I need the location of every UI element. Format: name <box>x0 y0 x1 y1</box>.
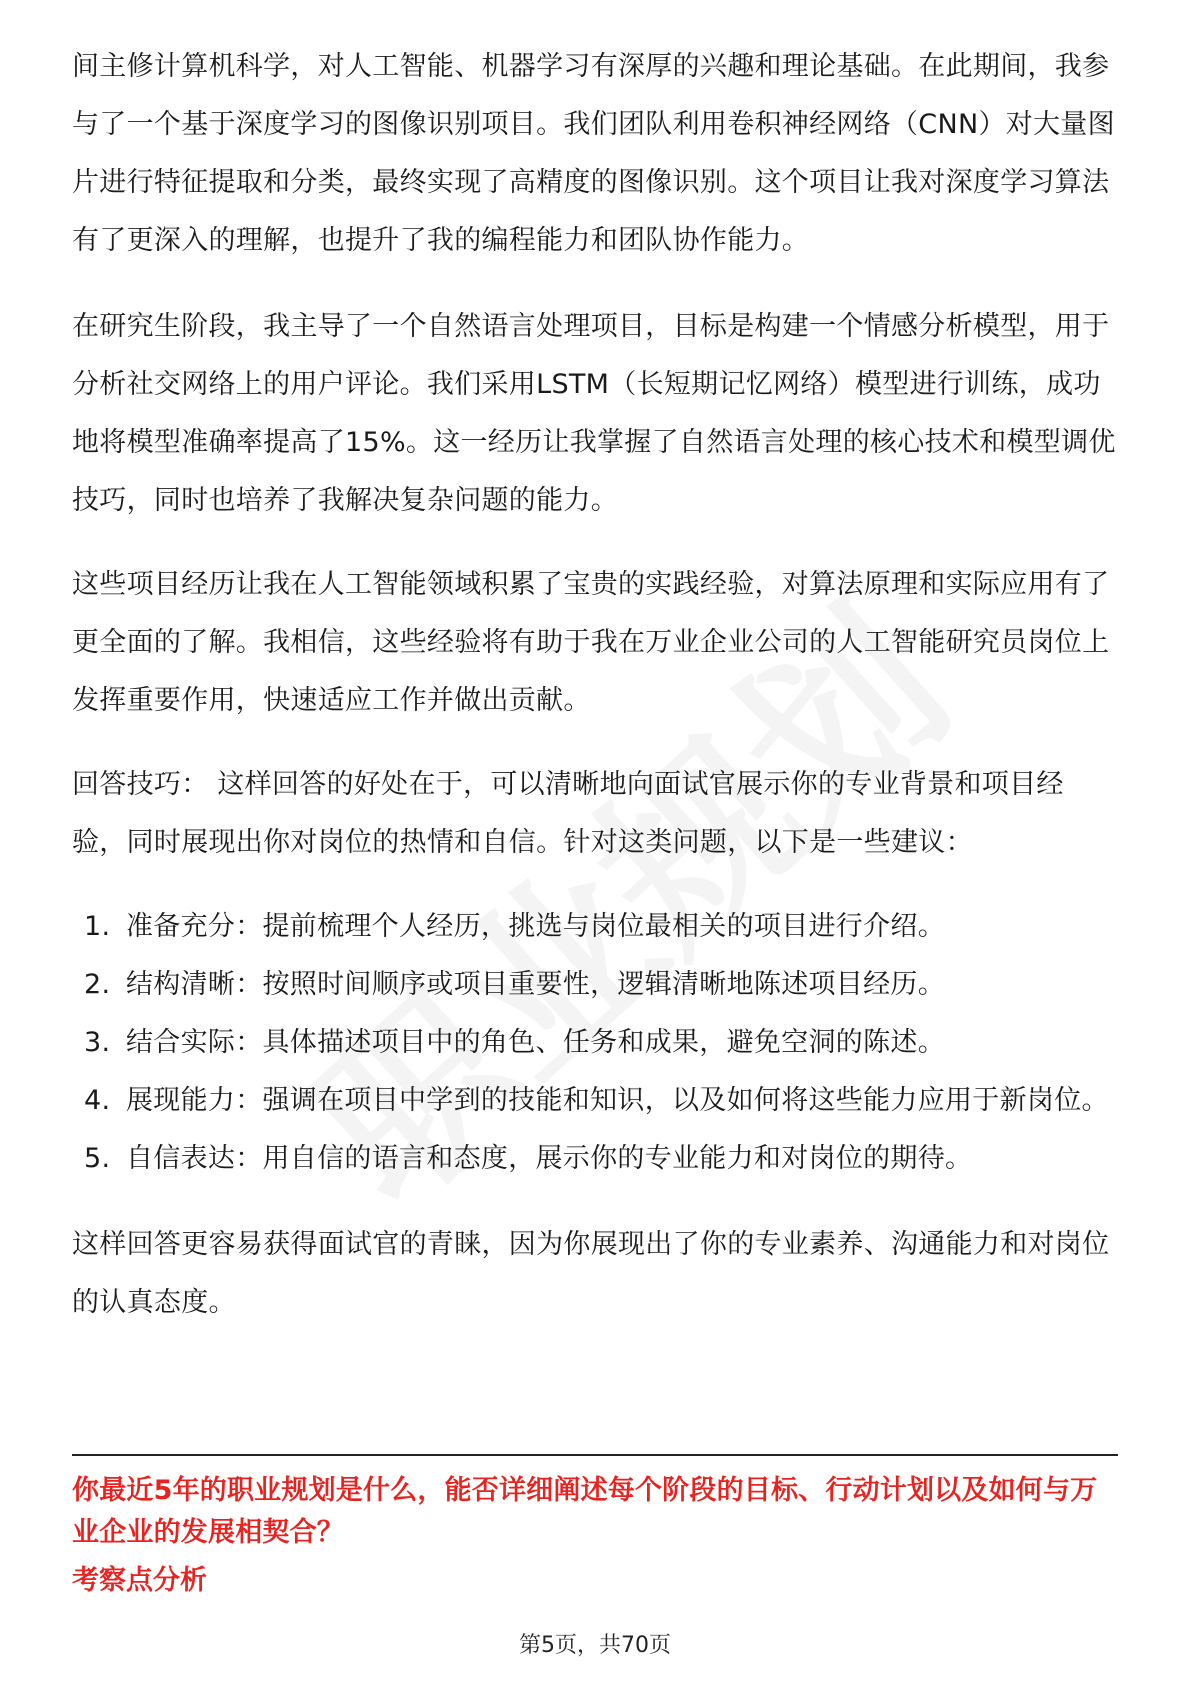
list-item <box>72 1130 1118 1188</box>
list-item-text: 结合实际：具体描述项目中的角色、任务和成果，避免空洞的陈述。 <box>126 1027 945 1058</box>
paragraph-graduate-project: 在研究生阶段，我主导了一个自然语言处理项目，目标是构建一个情感分析模型，用于分析社交网络上的用户评论。我们采用LSTM（长短期记忆网络）模型进行训练，成功地将模型准确率提高了15%。这一经历让我掌握了自然语言处理的核心技术和模型调优技巧，同时也培养了我解决复杂问题的能力。 <box>72 311 1116 516</box>
interview-question: 你最近5年的职业规划是什么，能否详细阐述每个阶段的目标、行动计划以及如何与万业企业的发展相契合？ <box>72 1475 1098 1548</box>
list-number: 1. <box>84 911 111 942</box>
list-item-text: 准备充分：提前梳理个人经历，挑选与岗位最相关的项目进行介绍。 <box>126 911 945 942</box>
list-number: 2. <box>84 969 111 1000</box>
paragraph-project-intro: 间主修计算机科学，对人工智能、机器学习有深厚的兴趣和理论基础。在此期间，我参与了一个基于深度学习的图像识别项目。我们团队利用卷积神经网络（CNN）对大量图片进行特征提取和分类，最终实现了高精度的图像识别。这个项目让我对深度学习算法有了更深入的理解，也提升了我的编程能力和团队协作能力。 <box>72 51 1115 256</box>
list-item-text: 展现能力：强调在项目中学到的技能和知识，以及如何将这些能力应用于新岗位。 <box>126 1085 1109 1116</box>
list-number: 4. <box>84 1085 111 1116</box>
analysis-heading: 考察点分析 <box>72 1565 207 1596</box>
list-item-text: 结构清晰：按照时间顺序或项目重要性，逻辑清晰地陈述项目经历。 <box>126 969 945 1000</box>
paragraph-summary: 这些项目经历让我在人工智能领域积累了宝贵的实践经验，对算法原理和实际应用有了更全面的了解。我相信，这些经验将有助于我在万业企业公司的人工智能研究员岗位上发挥重要作用，快速适应工作并做出贡献。 <box>72 569 1110 716</box>
list-item <box>72 1072 1118 1130</box>
page-footer: 第5页，共70页 <box>519 1633 671 1658</box>
list-number: 5. <box>84 1143 111 1174</box>
section-divider <box>72 1454 1118 1456</box>
list-item <box>72 898 1118 956</box>
paragraph-answer-tips: 回答技巧： 这样回答的好处在于，可以清晰地向面试官展示你的专业背景和项目经验，同时展现出你对岗位的热情和自信。针对这类问题，以下是一些建议： <box>72 769 1064 858</box>
list-item <box>72 956 1118 1014</box>
tips-list <box>72 898 1118 1188</box>
list-number: 3. <box>84 1027 111 1058</box>
list-item-text: 自信表达：用自信的语言和态度，展示你的专业能力和对岗位的期待。 <box>126 1143 973 1174</box>
paragraph-conclusion: 这样回答更容易获得面试官的青睐，因为你展现出了你的专业素养、沟通能力和对岗位的认真态度。 <box>72 1229 1110 1318</box>
list-item <box>72 1014 1118 1072</box>
document-body <box>72 38 1118 1358</box>
